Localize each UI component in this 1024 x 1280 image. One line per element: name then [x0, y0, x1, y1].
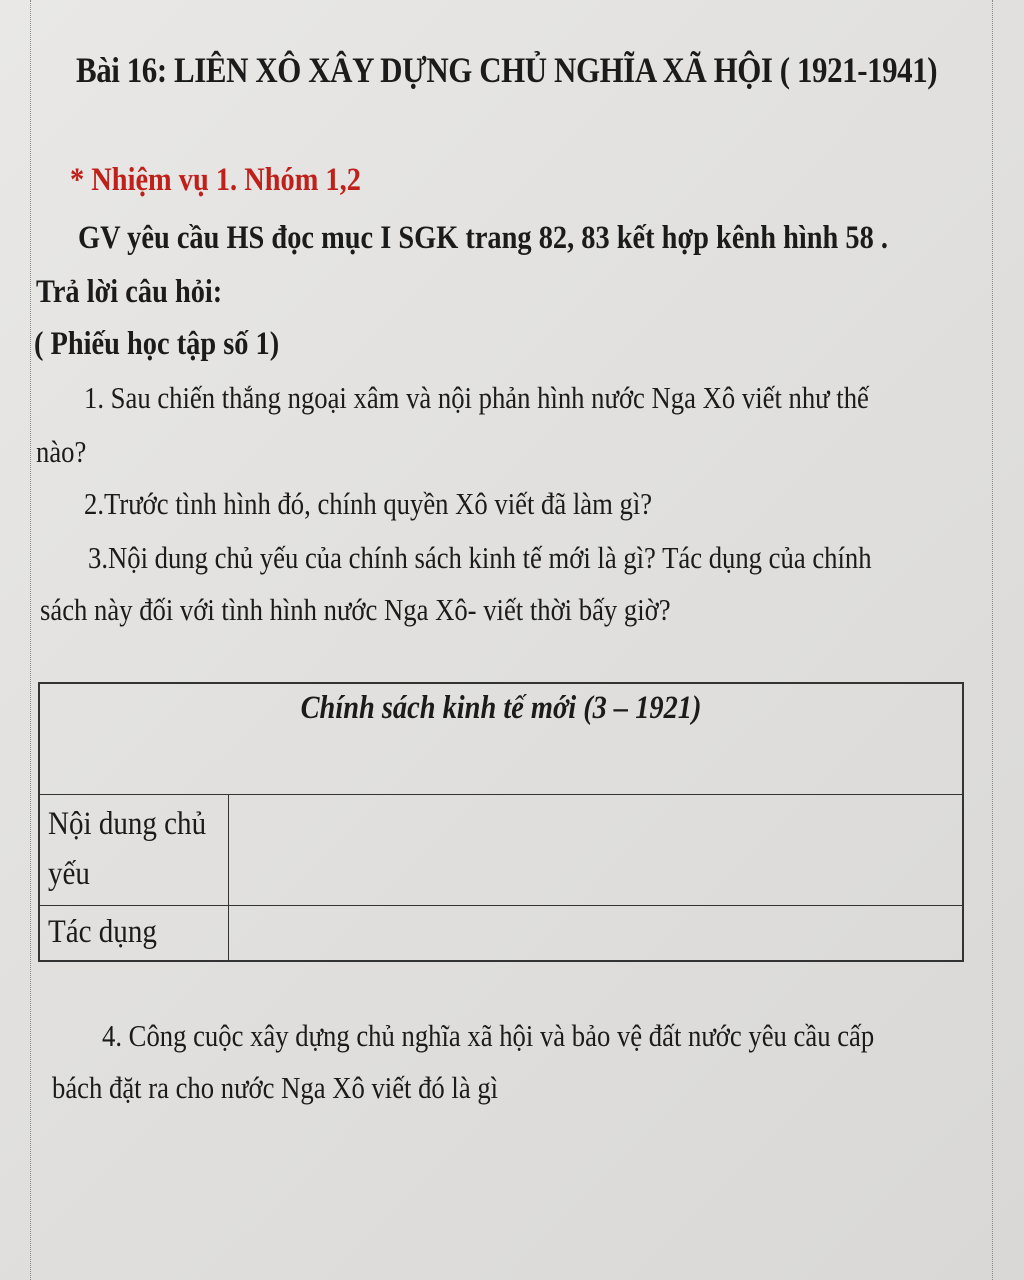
row-label-line-2: yếu — [48, 856, 90, 893]
effect-answer-cell[interactable] — [229, 906, 964, 961]
answer-prompt: Trả lời câu hỏi: — [36, 274, 223, 310]
row-label-main-content — [39, 795, 229, 906]
task-label: * Nhiệm vụ 1. Nhóm 1,2 — [70, 162, 361, 198]
question-3-line-1: 3.Nội dung chủ yếu của chính sách kinh tế mới là gì? Tác dụng của chính — [88, 540, 872, 575]
instruction-text: GV yêu cầu HS đọc mục I SGK trang 82, 83 kết hợp kênh hình 58 . — [78, 220, 888, 256]
table-row — [39, 906, 963, 961]
question-4-line-1: 4. Công cuộc xây dựng chủ nghĩa xã hội và bảo vệ đất nước yêu cầu cấp — [102, 1018, 875, 1053]
question-1-line-1: 1. Sau chiến thắng ngoại xâm và nội phản hình nước Nga Xô viết như thế — [84, 380, 869, 415]
policy-table-title: Chính sách kinh tế mới (3 – 1921) — [300, 690, 702, 726]
question-3-line-2: sách này đối với tình hình nước Nga Xô- viết thời bấy giờ? — [40, 592, 671, 627]
table-row — [39, 795, 963, 906]
main-content-answer-cell[interactable] — [229, 795, 964, 906]
right-margin-guide — [992, 0, 993, 1280]
row-label-text: Tác dụng — [48, 914, 157, 951]
question-4-line-2: bách đặt ra cho nước Nga Xô viết đó là gì — [52, 1070, 499, 1105]
lesson-title: Bài 16: LIÊN XÔ XÂY DỰNG CHỦ NGHĨA XÃ HỘI ( 1921-1941) — [76, 50, 938, 90]
row-label-effect — [39, 906, 229, 961]
row-label-line-1: Nội dung chủ — [48, 806, 207, 843]
worksheet-label: ( Phiếu học tập số 1) — [34, 326, 280, 362]
policy-table-header — [39, 683, 963, 795]
policy-table — [38, 682, 964, 962]
question-1-line-2: nào? — [36, 434, 87, 469]
left-margin-guide — [30, 0, 31, 1280]
question-2: 2.Trước tình hình đó, chính quyền Xô viết đã làm gì? — [84, 486, 653, 521]
